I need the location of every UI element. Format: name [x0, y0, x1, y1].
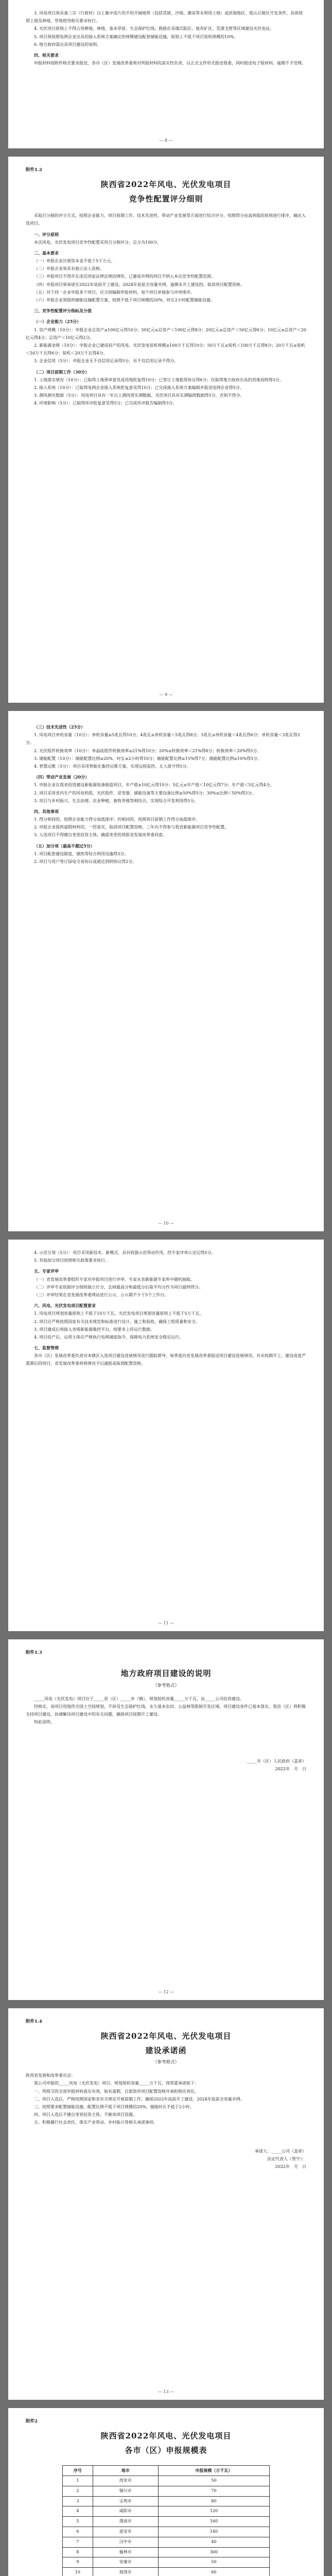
table-row [62, 2496, 269, 2506]
paragraph: 1. 申报企业在我省投资建设新能源装备制造项目，年产值≥10亿元得10分；5亿元≤年产值＜10亿元得7分；年产值＜5亿元得4分。 [34, 783, 274, 788]
page-number: — 12 — [158, 1989, 174, 1994]
table-cell: 6 [62, 2527, 93, 2537]
paragraph: 2. 项目与用户签订绿电交易协议或就近消纳协议得2分。 [34, 859, 137, 864]
document-page-2 [8, 157, 324, 703]
paragraph: 经核实，该项目用地符合国土空间规划，不涉及生态保护红线、永久基本农田、公益林等限制开发区域，项目建设条件已基本落实。我县（区）将积极支持项目建设，协调解决项目建设中的有关问题，确保项目按期开工建设。 [26, 1704, 306, 1717]
table-cell: 4 [62, 2506, 93, 2517]
table-cell: 2 [62, 2486, 93, 2496]
paragraph: （三）申报项目不得存在违反国家法律法规的情形，已建成并网的项目不纳入本次竞争性配置范围。 [34, 274, 215, 279]
table-cell: 5 [62, 2517, 93, 2527]
paragraph: （四）带动产业发展（20分） [34, 774, 90, 780]
paragraph: 2. 光伏组件转换效率（10分）：单晶硅组件转换效率≥21%得10分；20%≤转换效率＜21%得8分；转换效率＜20%得5分。 [34, 748, 261, 753]
paragraph: 1. 风电项目单机容量（10分）：单机容量≥5兆瓦得10分；4兆瓦≤单机容量＜5兆瓦得8分；3兆瓦≤单机容量＜4兆瓦得6分；单机容量＜3兆瓦得3分。 [26, 733, 300, 745]
paragraph: 一、评分原则 [34, 231, 59, 237]
page-title-line1: 陕西省2022年风电、光伏发电项目 [100, 2431, 232, 2441]
intro-section [26, 212, 306, 257]
paragraph: 3. 测风测光数据（5分）：风电项目具有一年以上测风塔实测数据、光伏项目具有实测辐照数据得5分，否则不得分。 [34, 393, 244, 398]
document-page-3 [8, 711, 324, 1231]
page-number: — 9 — [159, 692, 173, 697]
paragraph: （一）申报企业注册资本金不低于5千万元。 [34, 259, 115, 264]
table-cell: 铜川市 [93, 2486, 158, 2496]
paragraph: 二、项目入选后，严格按照国家和省有关规定开展前期工作，确保2022年底前开工建设，2024年底前全容量并网。 [34, 2096, 244, 2102]
table-cell: 榆林市 [93, 2547, 158, 2557]
table-cell: 300 [158, 2547, 270, 2557]
paragraph: 3. 项目与乡村振兴、生态治理、农业种植、畜牧养殖等相结合，实现综合开发利用得5分。 [34, 798, 199, 803]
paragraph: 各市（区）发展改革委负责对本辖区入选项目建设进展情况进行跟踪督导，每季度向省发展改革委报送项目建设进展情况。对未按期开工、建设进度严重滞后的项目，省发展改革委将视情况予以通报或取消配置资格。 [26, 1353, 306, 1366]
page-title-line2: 建设承诺函 [145, 2045, 187, 2055]
attachment-label: 附件1.4 [26, 2019, 42, 2024]
page1-tail: 申报材料按附件格式要求报送，各市（区）发展改革委须对所报材料的真实性负责，以正式文件形式报送我委，同时报送电子版材料，逾期不予受理。 [34, 61, 306, 66]
document-page-4 [8, 1240, 324, 1631]
paragraph: 七、监督管理 [34, 1345, 59, 1351]
paragraph: 2. 项目采用省内生产的风电机组、光伏组件、逆变器、储能设备等主要设备比例≥50%得5分；30%≤比例＜50%得3分。 [34, 790, 256, 795]
paragraph: （二）项目前期工作（30分） [34, 369, 90, 375]
table-cell: 宝鸡市 [93, 2496, 158, 2506]
quota-table [62, 2465, 270, 2576]
page-title-line2: 各市（区）申报规模表 [125, 2445, 207, 2455]
paragraph: （三）评审结果在省发展改革委网站进行公示，公示期不少于5个工作日。 [34, 1292, 169, 1297]
document-page-7 [8, 2408, 324, 2576]
page6-body [26, 2079, 306, 2126]
document-page-1 [8, 0, 324, 148]
paragraph: _____风电（光伏发电）项目位于_____县（区）_____乡（镇），规划装机容量_____万千瓦，由_____公司投资建设。 [34, 1696, 244, 1701]
paragraph: 3. 风电项目须具备三宗（行政村）以上集中连片的平坦开阔地带（包括荒坡、沙地、滩涂等未利用土地）或滨海地区、低山丘陵区开发条件，具体按照土地及林地、草地使用相关要求执行。 [26, 11, 303, 24]
attachment-label: 附件1.2 [26, 167, 42, 173]
paragraph: 二、基本要求 [34, 250, 59, 256]
table-cell: 3 [62, 2496, 93, 2506]
paragraph: 1. 得分相同的，按照企业能力得分高低排序；仍相同的，按照项目前期工作得分高低排序。 [34, 817, 200, 822]
paragraph: 采取百分制的评分方式，按照企业能力、项目前期工作、技术先进性、带动产业发展等方面进行综合评分，按照得分由高到低的原则进行排序，确定入选项目。 [26, 213, 306, 226]
table-header-cell: 地市 [93, 2466, 158, 2476]
page-title-line2: 竞争性配置评分细则 [129, 194, 203, 204]
table-row [62, 2517, 269, 2527]
scoring-criteria [26, 318, 306, 407]
paragraph: 4. 环境影响（5分）：已取得环评批复意见得5分；已完成环评报告编制得3分。 [34, 401, 177, 406]
signature-line-2: 法定代表人（签字）： [267, 2156, 306, 2161]
paragraph: 1. 土地落实情况（10分）：已取得土地预审意见或用地批复得10分；已签订土地租赁协议得6分；仅取得地方政府出具的用地说明得3分。 [34, 377, 284, 382]
table-cell: 10 [62, 2568, 93, 2576]
table-row [62, 2486, 269, 2496]
paragraph: 五、积极履行社会责任，落实产业带动、乡村振兴等相关承诺事项。 [34, 2120, 158, 2125]
paragraph: 本次风电、光伏发电项目竞争性配置采用百分制评分，总分为100分。 [34, 240, 162, 245]
paragraph: （二）申报企业须具有独立法人资格。 [34, 266, 104, 272]
paragraph: 3. 企业信用（5分）：申报企业无不良信用记录得5分，有不良信用记录不得分。 [34, 359, 179, 364]
paragraph: （六）申报企业须提供储能设施配置方案，按照不低于项目规模的20%、时长2小时配置储能设施。 [34, 298, 215, 303]
table-cell: 安康市 [93, 2557, 158, 2568]
table-cell: 60 [158, 2568, 270, 2576]
page-title-line1: 陕西省2022年风电、光伏发电项目 [100, 180, 232, 190]
table-cell: 80 [158, 2496, 270, 2506]
table-cell: 40 [158, 2537, 270, 2547]
table-row [62, 2527, 269, 2537]
paragraph: 特此说明。 [34, 1720, 55, 1725]
paragraph: （三）技术先进性（25分） [34, 724, 85, 730]
paragraph: 五、专家评审 [34, 1268, 59, 1274]
table-cell: 延安市 [93, 2527, 158, 2537]
page-subtitle: （参考格式） [152, 1683, 179, 1688]
page4-body [26, 1249, 306, 1368]
table-header-cell: 序号 [62, 2466, 93, 2476]
table-cell: 1 [62, 2476, 93, 2486]
paragraph: 2. 接入系统（10分）：已取得电网企业接入系统批复意见得10分；已完成接入系统方案编制并报送电网企业得5分。 [34, 385, 244, 390]
document-page-6 [8, 2008, 324, 2400]
paragraph: （五）对于同一企业申报多个项目，应分别编制申报材料，每个项目单独参与评审排序。 [34, 290, 195, 295]
paragraph: 4. 示范引领（5分）：项目采用新技术、新模式，具有较强示范带动作用，经专家评审认定后得5分。 [34, 1250, 216, 1255]
signature-line-1: 承诺人：_____公司（盖章） [255, 2148, 306, 2154]
paragraph: （一）企业能力（25分） [34, 319, 81, 325]
table-cell: 8 [62, 2547, 93, 2557]
table-cell: 7 [62, 2537, 93, 2547]
page-number: — 13 — [158, 2389, 174, 2394]
table-cell: 50 [158, 2557, 270, 2568]
table-row [62, 2557, 269, 2568]
table-header-cell: 申报规模（万千瓦） [158, 2466, 270, 2476]
page-title-line1: 陕西省2022年风电、光伏发电项目 [100, 2031, 232, 2041]
paragraph: （一）省发展改革委组织专家对申报项目进行评审，专家从省新能源专家库中随机抽取。 [34, 1277, 195, 1282]
table-cell: 50 [158, 2476, 270, 2486]
paragraph: 1. 项目配套建设制氢、储热等综合利用设施得3分。 [34, 851, 129, 856]
paragraph: 2. 新能源业绩（10分）：申报企业已建成投产的风电、光伏发电装机规模≥100万千瓦得10分；50万千瓦≤装机＜100万千瓦得8分；20万千瓦≤装机＜50万千瓦得6分；装机＜20万千瓦得4分。 [26, 343, 305, 356]
table-cell: 西安市 [93, 2476, 158, 2486]
page-subtitle: （参考格式） [152, 2060, 179, 2065]
paragraph: 4. 光伏项目原则上不得占用耕地、林地、基本草原、生态保护红线；鼓励在采煤沉陷区、废弃矿区、荒漠戈壁等区域建设光伏电站。 [34, 26, 274, 31]
attachment-label: 附件2 [26, 2419, 38, 2424]
table-row [62, 2537, 269, 2547]
table-cell: 咸阳市 [93, 2506, 158, 2517]
table-cell: 汉中市 [93, 2537, 158, 2547]
page5-body [26, 1695, 306, 1726]
addressee: 陕西省发展和改革委员会： [26, 2073, 75, 2078]
page1-body [26, 9, 306, 59]
page-number: — 8 — [159, 138, 173, 143]
table-row [62, 2568, 269, 2576]
table-row [62, 2476, 269, 2486]
attachment-label: 附件1.3 [26, 1650, 42, 1655]
table-cell: 140 [158, 2527, 270, 2537]
page-title: 地方政府项目建设的说明 [120, 1669, 212, 1679]
paragraph: 六、风电、光伏发电项目配置要求 [34, 1303, 96, 1309]
document-page-5 [8, 1639, 324, 2000]
paragraph: 四、项目入选后不擅自变更投资主体，不倒卖项目资源。 [34, 2112, 137, 2117]
paragraph: 1. 资产规模（10分）：申报企业总资产≥100亿元得10分；50亿元≤总资产＜100亿元得8分；20亿元≤总资产＜50亿元得6分；10亿元≤总资产＜20亿元得4分；总资产＜10亿元得2分。 [26, 327, 306, 340]
paragraph: 3. 项目建成后须接入省级新能源集控平台，按要求上传运行数据。 [34, 1327, 155, 1332]
section-heading: 三、竞争性配置评分指标及分值 [34, 308, 92, 314]
page3-body [26, 723, 306, 866]
signature-line: _____市（区）人民政府（盖章） [247, 1758, 306, 1764]
table-cell: 商洛市 [93, 2568, 158, 2576]
table-cell: 120 [158, 2506, 270, 2517]
paragraph: 三、按照要求配置储能设施，配置比例不低于项目规模的20%，储能时长不低于2小时。 [34, 2105, 194, 2110]
paragraph: （四）申报项目须承诺在2022年底前开工建设，2024年底前全容量并网，逾期未开工建设的，取消项目配置资格。 [34, 282, 244, 287]
page-number: — 10 — [158, 1221, 174, 1226]
date-line: 2022年 月 日 [275, 1766, 306, 1771]
paragraph: （二）评审专家依据评分细则独立打分，去掉最高分和最低分后取平均分作为项目最终得分。 [34, 1284, 203, 1290]
paragraph: 5. 项目须按照电网企业出具的接入系统方案确定的规模建设配套储能设施，原则上不低于项目装机规模的10%。 [34, 34, 238, 39]
paragraph: 1. 风电项目规划容量原则上不低于10万千瓦，光伏发电项目规划容量原则上不低于5万千瓦。 [34, 1311, 204, 1316]
table-row [62, 2506, 269, 2517]
paragraph: 3. 入选项目不得擅自变更投资主体，确需变更的须报省发展改革委同意。 [34, 833, 167, 838]
table-cell: 渭南市 [93, 2517, 158, 2527]
date-line: 2022年 月 日 [275, 2164, 306, 2169]
paragraph: 四、相关要求 [34, 52, 59, 58]
paragraph: 2. 申报企业提供虚假材料的，一经查实，取消项目配置资格，三年内不得参与我省新能源项目竞争性配置。 [34, 825, 229, 830]
table-cell: 70 [158, 2486, 270, 2496]
basic-requirements [26, 257, 306, 304]
paragraph: 四、其他事项 [34, 808, 59, 814]
paragraph: 4. 项目投产后，运营主体应严格执行电网调度指令，保障电力系统安全稳定运行。 [34, 1334, 184, 1340]
table-row [62, 2547, 269, 2557]
table-header-row [62, 2466, 269, 2476]
paragraph: 一、所提交的全部申报材料真实有效，如有虚假，自愿放弃项目配置资格并承担相应责任。 [34, 2089, 199, 2094]
page-number: — 11 — [158, 1620, 174, 1625]
paragraph: 5. 其他加分项目按照相关政策要求执行。 [34, 1258, 110, 1263]
table-cell: 9 [62, 2557, 93, 2568]
paragraph: 4. 智慧运维（5分）：项目采用智能化集控运维方案，实现远程监控、无人值守得5分。 [34, 764, 191, 769]
paragraph: 2. 项目应严格按照国家有关技术规范和标准进行设计、施工和验收，确保工程质量和安全。 [34, 1319, 200, 1324]
paragraph: 3. 储能配置（10分）：储能配置比例≥20%、时长≥2小时得10分；储能配置比例≥15%得7分；储能配置比例≥10%得5分。 [34, 756, 261, 761]
table-cell: 160 [158, 2517, 270, 2527]
paragraph: 我公司申报的_____风电（光伏发电）项目，规划装机容量_____万千瓦，现郑重承诺如下： [34, 2081, 199, 2086]
paragraph: （五）加分项（最高不超过5分） [34, 843, 95, 849]
paragraph: 6. 地方政府需出具项目建设的说明。 [34, 42, 101, 47]
